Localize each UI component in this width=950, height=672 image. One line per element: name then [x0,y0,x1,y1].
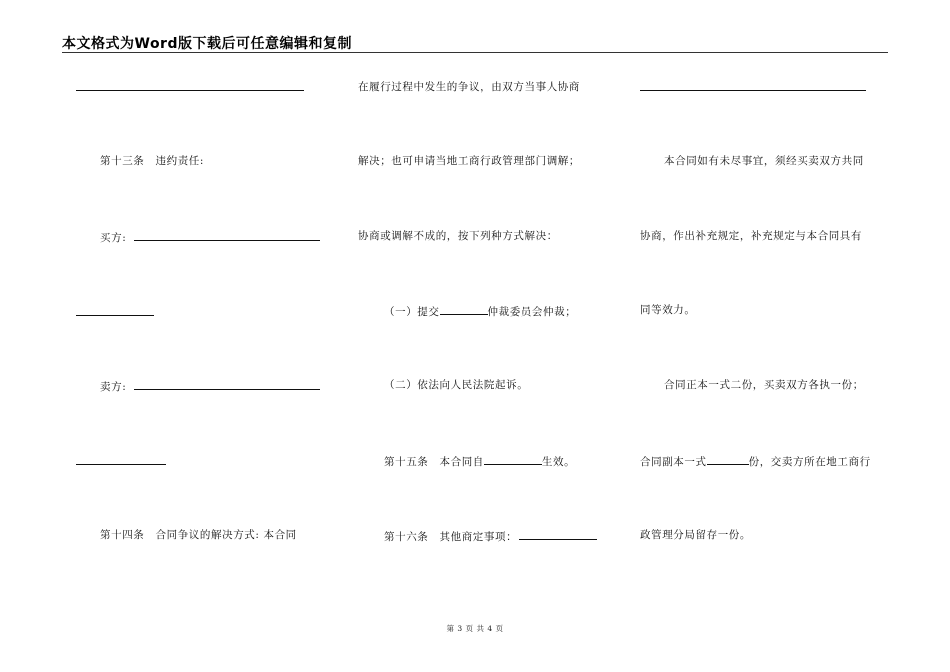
buyer-blank [134,229,320,241]
clause-13-heading: 第十三条 违约责任: [100,155,205,167]
buyer-line [100,229,320,245]
dispute-text-line-1: 在履行过程中发生的争议，由双方当事人协商 [358,81,580,93]
dispute-text-line-2: 解决；也可申请当地工商行政管理部门调解； [358,155,580,167]
duplicate-copies-line [640,453,871,469]
supplement-text-line-2: 协商，作出补充规定，补充规定与本合同具有 [640,230,862,242]
dispute-text-line-3: 协商或调解不成的，按下列种方式解决： [358,230,558,242]
option-2-court: （二）依法向人民法院起诉。 [384,379,529,391]
supplement-text-line-1: 本合同如有未尽事宜，须经买卖双方共同 [664,155,864,167]
option-1-arbitration [384,303,576,319]
seller-label: 卖方: [100,381,127,393]
clause-15-prefix: 第十五条 本合同自 [384,456,484,468]
blank-line-top-right [640,90,866,91]
option-1-suffix: 仲裁委员会仲裁； [487,306,577,318]
other-matters-blank [519,528,597,540]
clause-16 [384,528,597,544]
document-header-title: 本文格式为Word版下载后可任意编辑和复制 [62,36,352,52]
clause-15 [384,453,575,469]
duplicate-count-blank [707,453,749,465]
seller-line [100,378,320,394]
clause-14-heading: 第十四条 合同争议的解决方式: 本合同 [100,529,297,541]
duplicate-copies-suffix: 份，交卖方所在地工商行 [748,456,871,468]
buyer-label: 买方: [100,232,127,244]
duplicate-copies-prefix: 合同副本一式 [640,456,707,468]
filing-office-line: 政管理分局留存一份。 [640,529,751,541]
blank-line-top-left [76,90,304,91]
seller-blank [134,378,320,390]
header-divider [62,52,888,53]
seller-continuation-blank [76,464,166,465]
buyer-continuation-blank [76,315,154,316]
arbitration-committee-blank [440,303,488,315]
clause-16-label: 第十六条 其他商定事项： [384,531,518,543]
effective-date-blank [484,453,542,465]
original-copies-line: 合同正本一式二份，买卖双方各执一份； [664,379,864,391]
clause-15-suffix: 生效。 [541,456,576,468]
option-1-prefix: （一）提交 [384,306,440,318]
page-number: 第 3 页 共 4 页 [446,624,504,633]
supplement-text-line-3: 同等效力。 [640,304,696,316]
